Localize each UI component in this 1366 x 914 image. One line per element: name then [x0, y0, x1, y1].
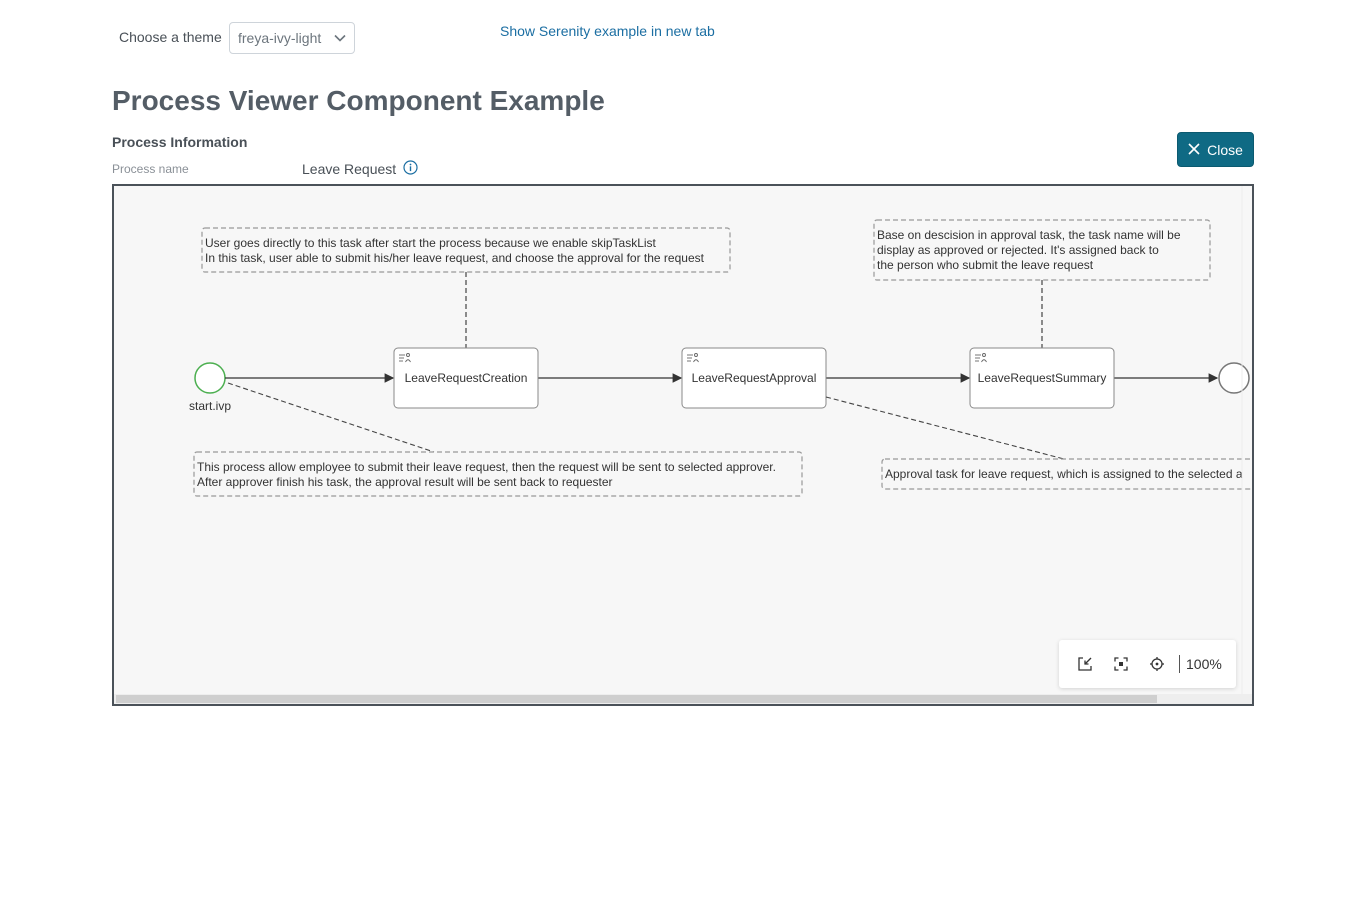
process-diagram [114, 186, 1252, 704]
note-summary-line-3: the person who submit the leave request [877, 258, 1094, 272]
start-event[interactable] [195, 363, 225, 393]
toolbar-divider [1179, 655, 1180, 673]
task-label-creation: LeaveRequestCreation [404, 371, 528, 385]
note-process[interactable] [194, 452, 802, 496]
theme-label: Choose a theme [119, 29, 222, 45]
process-viewer-canvas[interactable] [112, 184, 1254, 706]
task-label-summary: LeaveRequestSummary [977, 371, 1107, 385]
zoom-level[interactable]: 100% [1186, 656, 1222, 672]
process-name-value: Leave Request [302, 161, 397, 177]
fit-to-screen-icon[interactable] [1103, 640, 1139, 688]
task-label-approval: LeaveRequestApproval [691, 371, 817, 385]
collapse-icon[interactable] [1067, 640, 1103, 688]
close-button[interactable] [1177, 132, 1254, 167]
info-icon[interactable] [403, 160, 418, 178]
process-name-row [302, 160, 418, 178]
process-information-heading: Process Information [112, 134, 248, 150]
close-button-label: Close [1207, 141, 1243, 158]
viewer-toolbar [1059, 640, 1236, 688]
note-creation[interactable] [202, 228, 730, 272]
page-title: Process Viewer Component Example [112, 85, 605, 116]
end-event[interactable] [1219, 363, 1249, 393]
note-summary-line-2: display as approved or rejected. It's assigned back to [877, 243, 1159, 257]
note-approval-line-1: Approval task for leave request, which is assigned to the selected a [885, 467, 1243, 481]
note-summary-line-1: Base on descision in approval task, the task name will be [877, 228, 1181, 242]
note-process-line-2: After approver finish his task, the approval result will be sent back to requester [197, 475, 613, 489]
note-process-line-1: This process allow employee to submit their leave request, then the request will be sent to selected approver. [197, 460, 776, 474]
theme-selected-value: freya-ivy-light [238, 30, 322, 46]
theme-dropdown[interactable] [229, 22, 355, 54]
close-icon [1188, 142, 1200, 158]
start-event-label: start.ivp [189, 399, 232, 413]
chevron-down-icon [326, 23, 354, 53]
center-icon[interactable] [1139, 640, 1175, 688]
process-name-label: Process name [112, 162, 189, 176]
note-creation-line-2: In this task, user able to submit his/her leave request, and choose the approval for the request [205, 251, 704, 265]
serenity-example-link[interactable]: Show Serenity example in new tab [500, 23, 715, 39]
svg-text:Base on descision in approval [877, 228, 1181, 272]
svg-text:This process allow employee to [197, 460, 776, 489]
svg-text:User goes directly to this tas [205, 236, 705, 265]
note-creation-line-1: User goes directly to this task after start the process because we enable skipTaskList [205, 236, 656, 250]
horizontal-scrollbar-thumb[interactable] [116, 695, 1157, 703]
